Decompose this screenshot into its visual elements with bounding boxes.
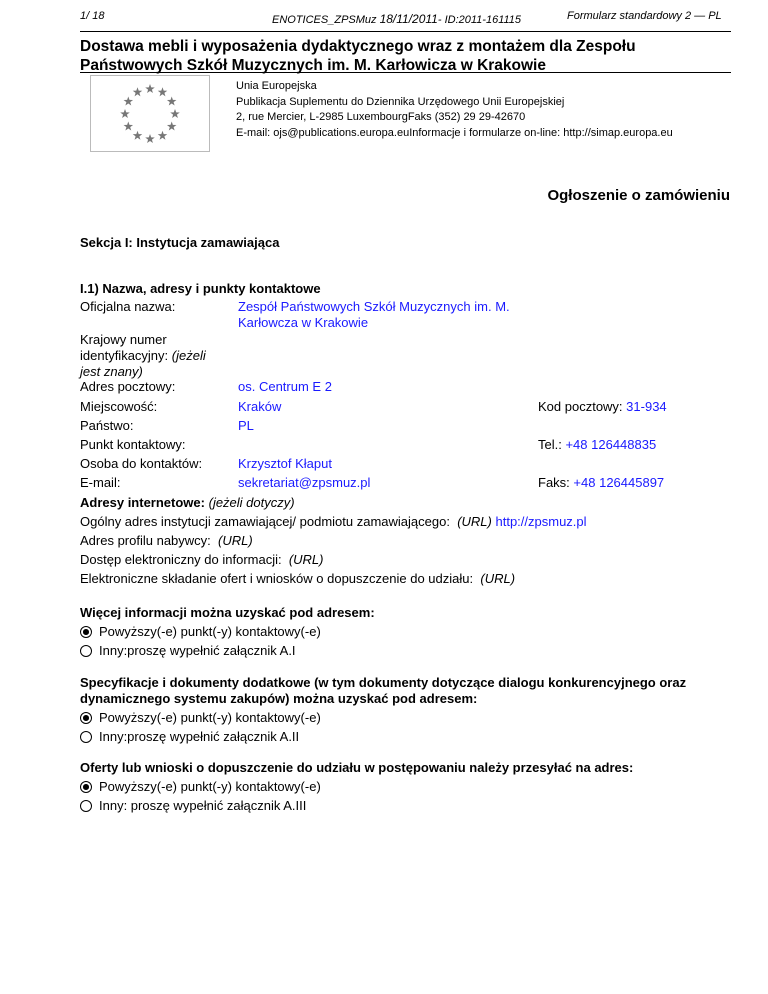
contact-person-value: Krzysztof Kłaput [238, 456, 332, 471]
national-id-label-text: identyfikacyjny: [80, 348, 169, 363]
general-address-row [80, 514, 587, 530]
document-id-prefix: ENOTICES_ZPSMuz [272, 14, 380, 26]
document-date: 18/11/2011 [379, 12, 438, 26]
internet-heading [80, 495, 295, 511]
contact-person-label: Osoba do kontaktów: [80, 456, 203, 471]
national-id-label-line-2 [80, 348, 206, 364]
form-label: Formularz standardowy 2 — PL [567, 10, 722, 22]
email-value[interactable]: sekretariat@zpsmuz.pl [238, 475, 371, 490]
more-info-heading: Więcej informacji można uzyskać pod adresem: [80, 605, 375, 620]
publisher-line-1: Unia Europejska [236, 80, 317, 92]
electronic-submission-label: Elektroniczne składanie ofert i wniosków o dopuszczenie do udziału: [80, 571, 474, 586]
internet-hint: (jeżeli dotyczy) [208, 495, 295, 510]
publisher-line-2: Publikacja Suplementu do Dziennika Urzędowego Unii Europejskiej [236, 95, 565, 108]
contact-point-label: Punkt kontaktowy: [80, 437, 186, 452]
postal-address-value: os. Centrum E 2 [238, 379, 332, 394]
url-hint: (URL) [288, 552, 324, 567]
offers-option-2: Inny: proszę wypełnić załącznik A.III [99, 798, 307, 813]
document-id-suffix: - ID:2011-161115 [437, 14, 522, 26]
fax-value: +48 126445897 [573, 475, 665, 490]
fax-field [538, 475, 664, 491]
specs-option-2: Inny:proszę wypełnić załącznik A.II [99, 729, 300, 744]
page-number: 1/ 18 [80, 10, 105, 22]
general-address-link[interactable]: http://zpsmuz.pl [495, 514, 587, 529]
specs-radio-2[interactable] [80, 731, 92, 743]
electronic-submission-row [80, 571, 515, 587]
specs-heading [80, 675, 686, 707]
national-id-label [80, 332, 206, 380]
publisher-info [236, 79, 673, 141]
specs-heading-line-2: dynamicznego systemu zakupów) można uzyskać pod adresem: [80, 691, 478, 706]
more-info-radio-2[interactable] [80, 645, 92, 657]
notice-heading: Ogłoszenie o zamówieniu [547, 187, 730, 204]
email-label: E-mail: [80, 475, 121, 490]
subsection-heading: I.1) Nazwa, adresy i punkty kontaktowe [80, 281, 321, 296]
specs-option-1: Powyższy(-e) punkt(-y) kontaktowy(-e) [99, 710, 321, 725]
city-value: Kraków [238, 399, 282, 414]
specs-radio-1[interactable] [80, 712, 92, 724]
fax-label: Faks: [538, 475, 570, 490]
publisher-line-3: 2, rue Mercier, L-2985 LuxembourgFaks (352) 29 29-42670 [236, 111, 526, 123]
tel-value: +48 126448835 [565, 437, 657, 452]
electronic-access-row [80, 552, 324, 568]
more-info-radio-1[interactable] [80, 626, 92, 638]
electronic-access-label: Dostęp elektroniczny do informacji: [80, 552, 282, 567]
eu-stars-icon [91, 76, 209, 151]
tel-field [538, 437, 656, 453]
internet-heading-text: Adresy internetowe: [80, 495, 205, 510]
document-id [272, 12, 521, 26]
url-hint: (URL) [218, 533, 253, 548]
national-id-hint-line-3: jest znany) [80, 364, 143, 379]
buyer-profile-label: Adres profilu nabywcy: [80, 533, 211, 548]
buyer-profile-row [80, 533, 253, 549]
specs-heading-line-1: Specyfikacje i dokumenty dodatkowe (w tym dokumenty dotyczące dialogu konkurencyjnego oraz [80, 675, 687, 690]
tel-label: Tel.: [538, 437, 562, 452]
postal-address-label: Adres pocztowy: [80, 379, 176, 394]
url-hint: (URL) [457, 514, 492, 529]
postcode-field [538, 399, 667, 415]
national-id-label-line-1: Krajowy numer [80, 332, 167, 347]
eu-flag-icon [90, 75, 210, 152]
official-name-line-1: Zespół Państwowych Szkół Muzycznych im. M. [238, 299, 510, 314]
more-info-option-2: Inny:proszę wypełnić załącznik A.I [99, 643, 296, 658]
offers-radio-1[interactable] [80, 781, 92, 793]
more-info-option-1: Powyższy(-e) punkt(-y) kontaktowy(-e) [99, 624, 321, 639]
country-value: PL [238, 418, 254, 433]
official-name-line-2: Karłowcza w Krakowie [238, 315, 369, 330]
section-heading: Sekcja I: Instytucja zamawiająca [80, 235, 280, 250]
national-id-hint: (jeżeli [171, 348, 206, 363]
document-title: Dostawa mebli i wyposażenia dydaktycznego wraz z montażem dla Zespołu Państwowych Szkół Muzycznych im. M. Karłowicza w Krakowie [80, 38, 636, 74]
url-hint: (URL) [480, 571, 516, 586]
publisher-line-4: E-mail: ojs@publications.europa.euInformacje i formularze on-line: http://simap.europa.eu [236, 126, 673, 139]
postcode-value: 31-934 [626, 399, 667, 414]
title-rule [80, 72, 731, 73]
offers-option-1: Powyższy(-e) punkt(-y) kontaktowy(-e) [99, 779, 321, 794]
offers-radio-2[interactable] [80, 800, 92, 812]
header-rule [80, 31, 731, 32]
official-name-label: Oficjalna nazwa: [80, 299, 176, 314]
country-label: Państwo: [80, 418, 134, 433]
official-name-value [238, 299, 510, 331]
city-label: Miejscowość: [80, 399, 158, 414]
general-address-label: Ogólny adres instytucji zamawiającej/ podmiotu zamawiającego: [80, 514, 450, 529]
offers-heading: Oferty lub wnioski o dopuszczenie do udziału w postępowaniu należy przesyłać na adres: [80, 760, 634, 775]
postcode-label: Kod pocztowy: [538, 399, 623, 414]
